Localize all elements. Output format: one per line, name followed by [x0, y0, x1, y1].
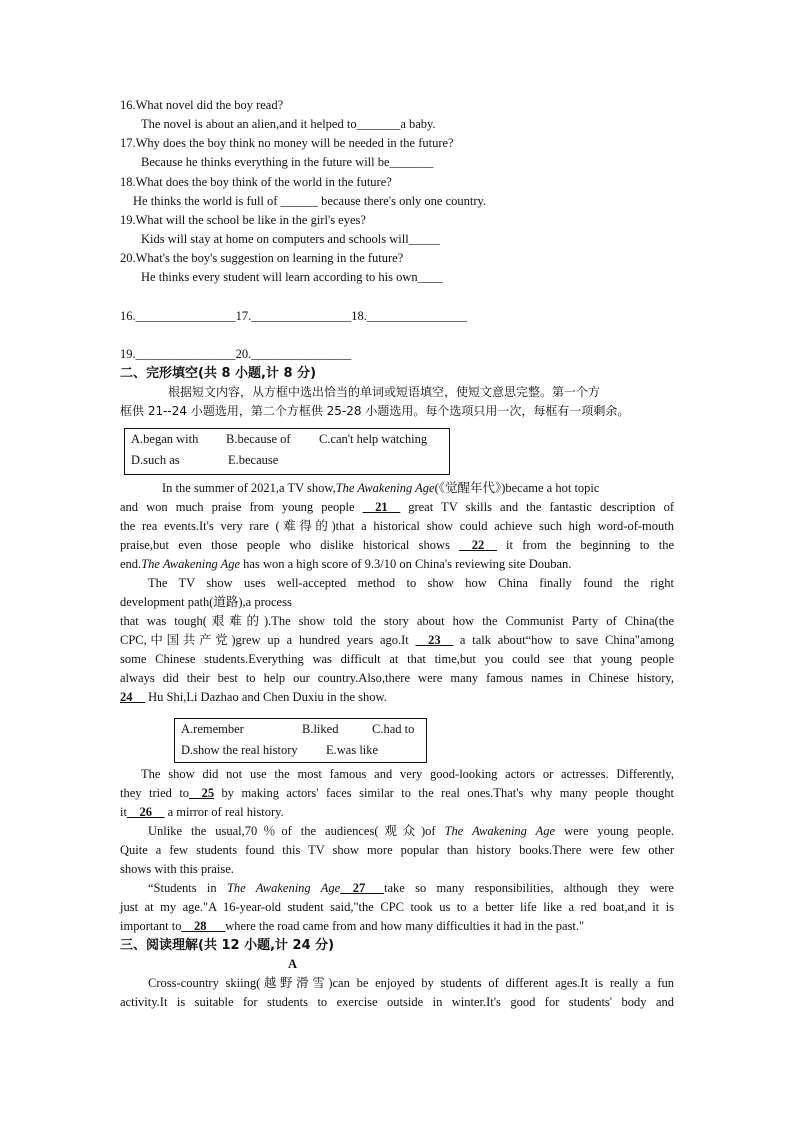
passage-line: they tried to__25 by making actors' faces similar to the real ones.That's why many people thought	[120, 786, 674, 800]
blank-28: __28___	[181, 919, 226, 933]
blank-27: __27___	[340, 881, 384, 895]
options-box-2	[174, 718, 427, 763]
option-a: A.began with	[131, 432, 199, 446]
section-2-instruction-1: 根据短文内容，从方框中选出恰当的单词或短语填空，使短文意思完整。第一个方	[168, 385, 601, 399]
option-d: D.such as	[131, 453, 180, 467]
passage-line: “Students in The Awakening Age__27___take so many responsibilities, although they were	[148, 881, 674, 895]
passage-line: activity.It is suitable for students to exercise outside in winter.It's good for students' body and	[120, 995, 674, 1009]
passage-line: 24__ Hu Shi,Li Dazhao and Chen Duxiu in the show.	[120, 690, 387, 704]
passage-line: CPC,中国共产党)grew up a hundred years ago.It __23__ a talk about“how to save China"among	[120, 633, 674, 647]
blank-25: __25	[189, 786, 215, 800]
passage-line: Unlike the usual,70％of the audiences(观众)of The Awakening Age were young people.	[148, 824, 674, 838]
answer-lines-row1: 16.________________17.________________18.________________	[120, 309, 467, 323]
passage-letter: A	[288, 957, 298, 971]
option-a: A.remember	[181, 722, 244, 736]
options-box-1	[124, 428, 450, 475]
section-2-heading: 二、完形填空(共 8 小题,计 8 分)	[120, 366, 317, 381]
section-2-instruction-2: 框供 21--24 小题选用，第二个方框供 25-28 小题选用。每个选项只用一次，每框有一项剩余。	[120, 404, 630, 418]
passage-line: shows with this praise.	[120, 862, 234, 876]
question-20: 20.What's the boy's suggestion on learning in the future?	[120, 251, 404, 265]
answer-18: He thinks the world is full of ______ because there's only one country.	[133, 194, 487, 208]
passage-line: that was tough(艰难的).The show told the story about how the Communist Party of China(the	[120, 614, 674, 628]
passage-line: The TV show uses well-accepted method to show how China finally found the right	[148, 576, 674, 590]
passage-line: Quite a few students found this TV show more popular than history books.There were few other	[120, 843, 674, 857]
passage-line: important to__28___where the road came from and how many difficulties it had in the past."	[120, 919, 585, 933]
option-b: B.because of	[226, 432, 291, 446]
blank-22: __22__	[459, 538, 497, 552]
passage-line: the rea events.It's very rare (难得的)that a historical show could achieve such high word-of-mouth	[120, 519, 674, 533]
blank-24: 24__	[120, 690, 145, 704]
passage-line: just at my age."A 16-year-old student said,"the CPC took us to a better life like a red boat,and it is	[120, 900, 674, 914]
passage-line: some Chinese students.Everything was difficult at that time,but you could see that young people	[120, 652, 674, 666]
option-c: C.had to	[372, 722, 415, 736]
question-17: 17.Why does the boy think no money will be needed in the future?	[120, 136, 454, 150]
answer-19: Kids will stay at home on computers and schools will_____	[141, 232, 440, 246]
passage-line: The show did not use the most famous and very good-looking actors or actresses. Differently,	[141, 767, 674, 781]
passage-line: praise,but even those people who dislike historical shows __22__ it from the beginning to the	[120, 538, 674, 552]
question-18: 18.What does the boy think of the world in the future?	[120, 175, 392, 189]
passage-line: end.The Awakening Age has won a high score of 9.3/10 on China's reviewing site Douban.	[120, 557, 572, 571]
answer-16: The novel is about an alien,and it helped to_______a baby.	[141, 117, 436, 131]
blank-23: __23__	[415, 633, 454, 647]
blank-21: __21__	[362, 500, 401, 514]
passage-line: it__26__ a mirror of real history.	[120, 805, 284, 819]
blank-26: __26__	[126, 805, 165, 819]
option-d: D.show the real history	[181, 743, 298, 757]
option-e: E.because	[228, 453, 279, 467]
answer-lines-row2: 19.________________20.________________	[120, 347, 352, 361]
section-3-heading: 三、阅读理解(共 12 小题,计 24 分)	[120, 938, 335, 953]
passage-line: development path(道路),a process	[120, 595, 292, 609]
answer-20: He thinks every student will learn according to his own____	[141, 270, 443, 284]
question-19: 19.What will the school be like in the girl's eyes?	[120, 213, 366, 227]
option-e: E.was like	[326, 743, 379, 757]
passage-line: In the summer of 2021,a TV show,The Awakening Age(《觉醒年代》)became a hot topic	[162, 481, 600, 495]
answer-17: Because he thinks everything in the future will be_______	[141, 155, 434, 169]
option-c: C.can't help watching	[319, 432, 428, 446]
question-16: 16.What novel did the boy read?	[120, 98, 284, 112]
passage-line: always did their best to help our country.Also,there were many famous names in Chinese history,	[120, 671, 674, 685]
option-b: B.liked	[302, 722, 339, 736]
passage-line: Cross-country skiing(越野滑雪)can be enjoyed by students of different ages.It is really a fun	[148, 976, 674, 990]
passage-line: and won much praise from young people __21__ great TV skills and the fantastic description of	[120, 500, 674, 514]
